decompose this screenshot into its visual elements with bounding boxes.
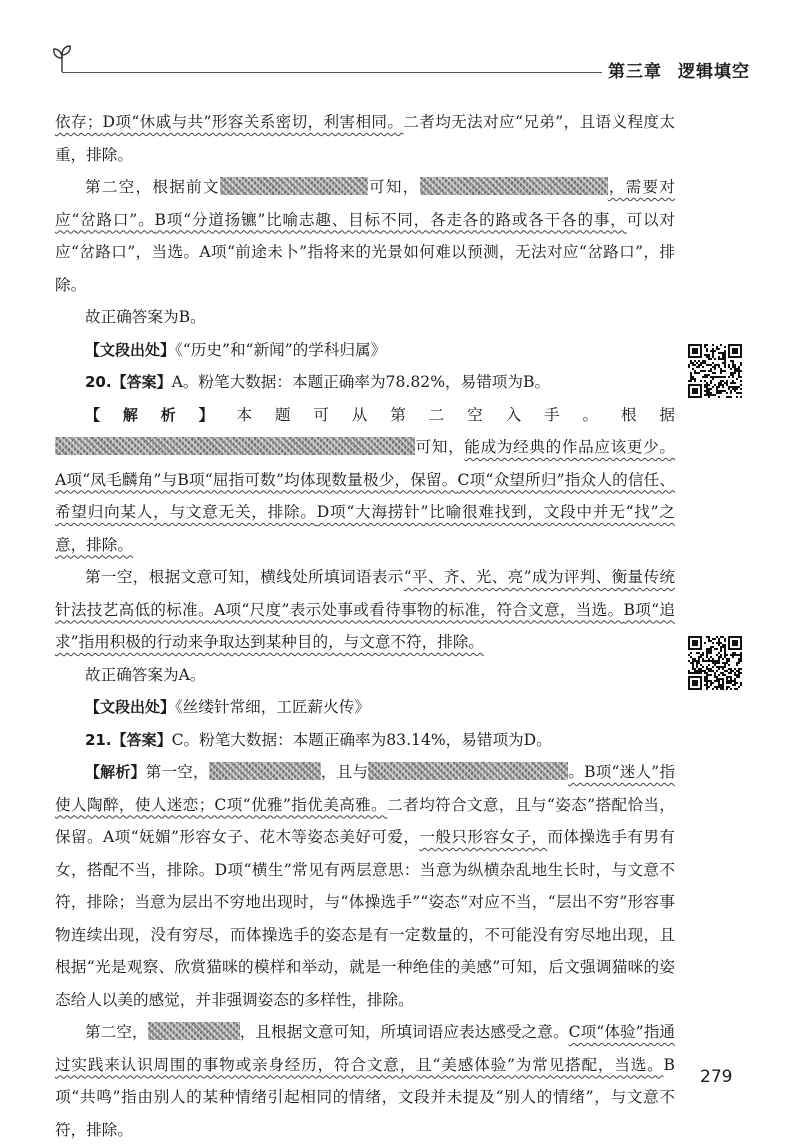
text-run: 《丝缕针常细，工匠薪火传》: [175, 698, 370, 716]
text-run: 而体操选手有男有女，搭配不当，排除。D项“横生”常见有两层意思：当意为纵横杂乱地生长时，与文意不符，排除；当意为层出不穷地出现时，与“体操选手”“姿态”对应不当，“层出不穷”形容事物连续出现，没有穷尽，而体操选手的姿态是有一定数量的，不可能没有穷尽地出现，且根据“光是观察、欣赏猫咪的模样和举动，就是一种绝佳的美感”可知，后文强调猫咪的姿态给人以美的感觉，并非强调姿态的多样性，排除。: [55, 828, 675, 1009]
paragraph: [55, 724, 675, 757]
underlined-text: 一般只形容女子，: [419, 828, 548, 846]
underlined-text: ，需要对应“岔路口”。: [55, 178, 675, 229]
paragraph: [55, 334, 675, 367]
paragraph: [55, 691, 675, 724]
section-label: 【文段出处】: [85, 698, 176, 716]
text-run: B项“共鸣”指由别人的某种情绪引起相同的情绪，文段并未提及“别人的情绪”，与文意不符，排除。: [55, 1055, 675, 1139]
paragraph: [55, 399, 675, 562]
paragraph: [55, 366, 675, 399]
underlined-text: B项“追求”指用积极的行动来争取达到某种目的，与文意不符，排除。: [55, 600, 675, 651]
text-run: 二者均无法对应“兄弟”，且语义程度太重，排除。: [55, 113, 675, 164]
underlined-text: 能成为经典的作品应该更少。: [464, 438, 675, 456]
paragraph: [55, 659, 675, 692]
underlined-text: A项“尺度”表示处事或看待事物的标准，符合文意，当选。: [213, 600, 624, 619]
section-label: 【解析】: [85, 405, 237, 424]
redacted-text: [220, 177, 368, 195]
text-run: A。粉笔大数据：本题正确率为78.82%，易错项为B。: [171, 373, 551, 391]
underlined-text: D项“休戚与共”形容关系密切，利害相同。: [102, 113, 404, 131]
section-label: 【文段出处】: [85, 340, 176, 359]
text-run: 第一空，: [145, 763, 209, 781]
paragraph: [55, 561, 675, 659]
text-run: 可知，: [415, 438, 465, 456]
paragraph: [55, 171, 675, 301]
text-run: ，且根据文意可知，所填词语应表达感受之意。: [239, 1023, 569, 1041]
text-run: 第一空，根据文意可知，横线处所填词语表示: [85, 568, 404, 586]
text-run: 二者均符合文意，且与“姿态”搭配恰当，保留。A项“妩媚”形容女子、花木等姿态美好可爱，: [55, 795, 675, 846]
text-run: C。粉笔大数据：本题正确率为83.14%，易错项为D。: [171, 730, 552, 749]
redacted-text: [209, 762, 321, 780]
underlined-text: C项“众望所归”指众人的信任、希望归向某人，与文意无关，排除。: [55, 470, 675, 521]
underlined-text: B项“分道扬镳”比喻志趣、目标不同，各走各的路或各干各的事，: [154, 210, 627, 229]
text-run: 《“历史”和“新闻”的学科归属》: [175, 340, 387, 359]
text-run: 故正确答案为A。: [85, 665, 206, 684]
text-run: 第二空，: [85, 1023, 148, 1041]
paragraph: [55, 301, 675, 334]
header-rule: [62, 72, 602, 73]
qr-code-icon: [688, 636, 742, 690]
page-number: 279: [700, 1067, 733, 1087]
sprout-icon: [52, 44, 78, 74]
body-text: [55, 106, 675, 1146]
chapter-title: 逻辑填空: [678, 62, 750, 82]
section-label: 【解析】: [85, 763, 146, 781]
underlined-text: “平、齐、光、亮”成为评判、衡量传统针法技艺高低的标准。: [55, 568, 675, 619]
underlined-text: A项“凤毛麟角”与B项“屈指可数”均体现数量极少，保留。: [55, 470, 458, 489]
redacted-text: [148, 1022, 240, 1040]
page-header: [0, 0, 800, 90]
chapter-heading: [608, 57, 750, 82]
redacted-text: [55, 437, 415, 455]
qr-code-icon: [688, 344, 742, 398]
text-run: 可知，: [367, 178, 420, 196]
paragraph: [55, 1016, 675, 1146]
text-run: ，且与: [320, 763, 369, 781]
underlined-text: 。B项“迷人”指使人陶醉，使人迷恋；C项“优雅”指优美高雅。: [55, 763, 675, 814]
text-run: 故正确答案为B。: [85, 308, 206, 326]
underlined-text: C项“体验”指通过实践来认识周围的事物或亲身经历，符合文意，且“美感体验”为常见搭配，当选。: [55, 1023, 675, 1074]
chapter-number: 第三章: [608, 62, 662, 82]
paragraph: [55, 106, 675, 171]
text-run: 本题可从第二空入手。根据: [236, 405, 675, 424]
redacted-text: [420, 177, 608, 195]
underlined-text: D项“大海捞针”比喻很难找到，文段中并无“找”之意，排除。: [55, 503, 675, 554]
underlined-text: 依存；: [55, 113, 103, 131]
text-run: 第二空，根据前文: [85, 178, 220, 196]
text-run: 可以对应“岔路口”，当选。A项“前途未卜”指将来的光景如何难以预测，无法对应“岔路口”，排除。: [55, 210, 675, 294]
section-label: 20.【答案】: [85, 373, 172, 391]
paragraph: [55, 756, 675, 1016]
redacted-text: [368, 762, 568, 780]
section-label: 21.【答案】: [85, 730, 172, 749]
